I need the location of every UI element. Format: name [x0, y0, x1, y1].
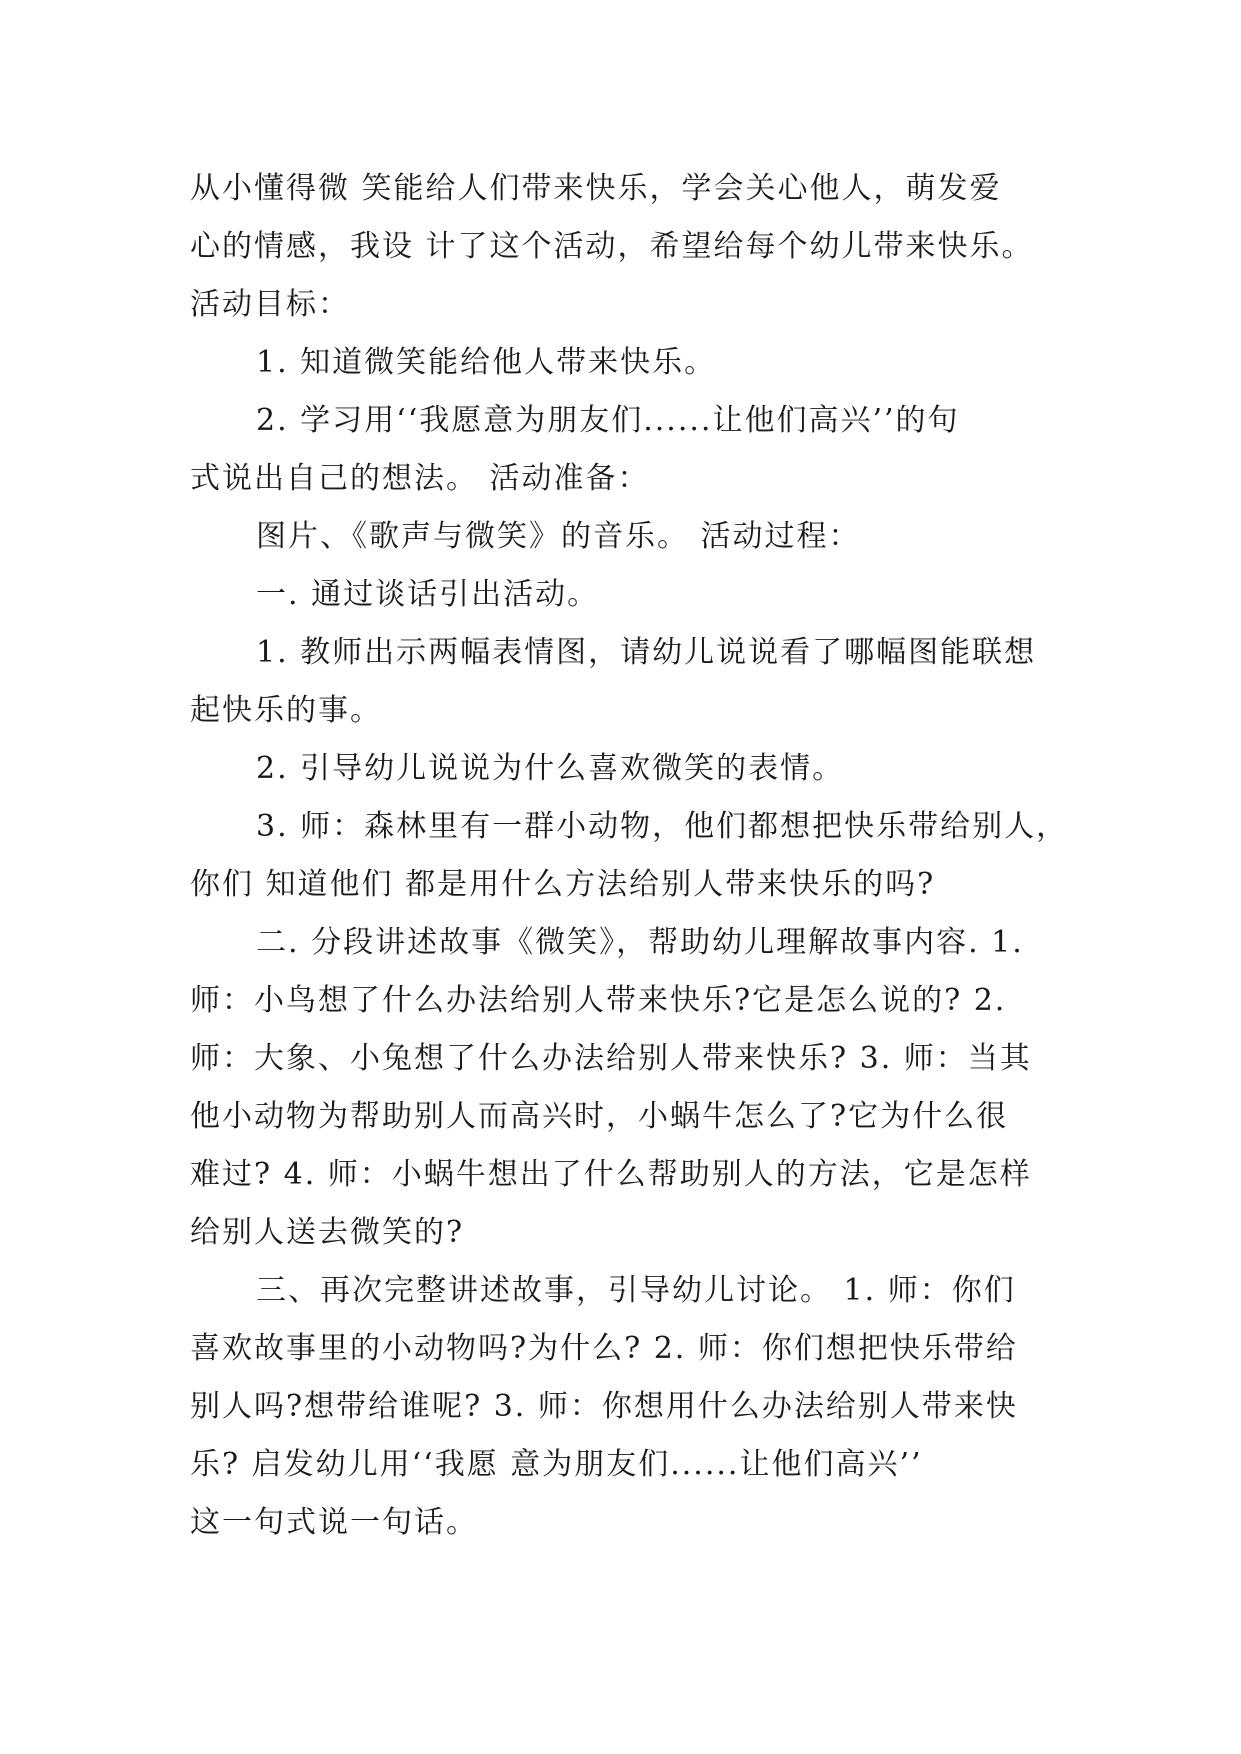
text-line: 二. 分段讲述故事《微笑》，帮助幼儿理解故事内容. 1.: [256, 925, 1024, 960]
text-line: 1. 知道微笑能给他人带来快乐。: [256, 345, 717, 380]
text-line: 2. 引导幼儿说说为什么喜欢微笑的表情。: [256, 751, 845, 786]
text-line: 三、再次完整讲述故事，引导幼儿讨论。 1. 师：你们: [256, 1273, 1016, 1308]
text-line: 别人吗?想带给谁呢? 3. 师：你想用什么办法给别人带来快: [190, 1389, 1018, 1424]
text-line: 1. 教师出示两幅表情图，请幼儿说说看了哪幅图能联想: [256, 635, 1037, 670]
text-line: 心的情感，我设 计了这个活动，希望给每个幼儿带来快乐。: [190, 229, 1034, 264]
text-line: 起快乐的事。: [190, 693, 382, 728]
text-line: 师：小鸟想了什么办法给别人带来快乐?它是怎么说的? 2.: [190, 983, 1007, 1018]
section-heading: 活动目标：: [190, 287, 350, 322]
text-line: 从小懂得微 笑能给人们带来快乐，学会关心他人，萌发爱: [190, 171, 1002, 206]
text-line: 你们 知道他们 都是用什么方法给别人带来快乐的吗?: [190, 867, 936, 902]
text-line: 图片、《歌声与微笑》的音乐。 活动过程：: [256, 519, 861, 554]
text-line: 一. 通过谈话引出活动。: [256, 577, 600, 612]
text-line: 师：大象、小兔想了什么办法给别人带来快乐? 3. 师：当其: [190, 1041, 1032, 1076]
text-line: 他小动物为帮助别人而高兴时，小蜗牛怎么了?它为什么很: [190, 1099, 1009, 1134]
text-line: 2. 学习用‘‘我愿意为朋友们......让他们高兴’’的句: [256, 403, 960, 438]
text-line: 喜欢故事里的小动物吗?为什么? 2. 师：你们想把快乐带给: [190, 1331, 1018, 1366]
text-line: 这一句式说一句话。: [190, 1505, 478, 1540]
text-line: 3. 师：森林里有一群小动物，他们都想把快乐带给别人，: [256, 809, 1069, 844]
text-line: 难过? 4. 师：小蜗牛想出了什么帮助别人的方法，它是怎样: [190, 1157, 1032, 1192]
text-line: 式说出自己的想法。 活动准备：: [190, 461, 650, 496]
text-line: 给别人送去微笑的?: [190, 1215, 465, 1250]
document-body: [190, 160, 1070, 1552]
text-line: 乐? 启发幼儿用‘‘我愿 意为朋友们......让他们高兴’’: [190, 1447, 923, 1482]
